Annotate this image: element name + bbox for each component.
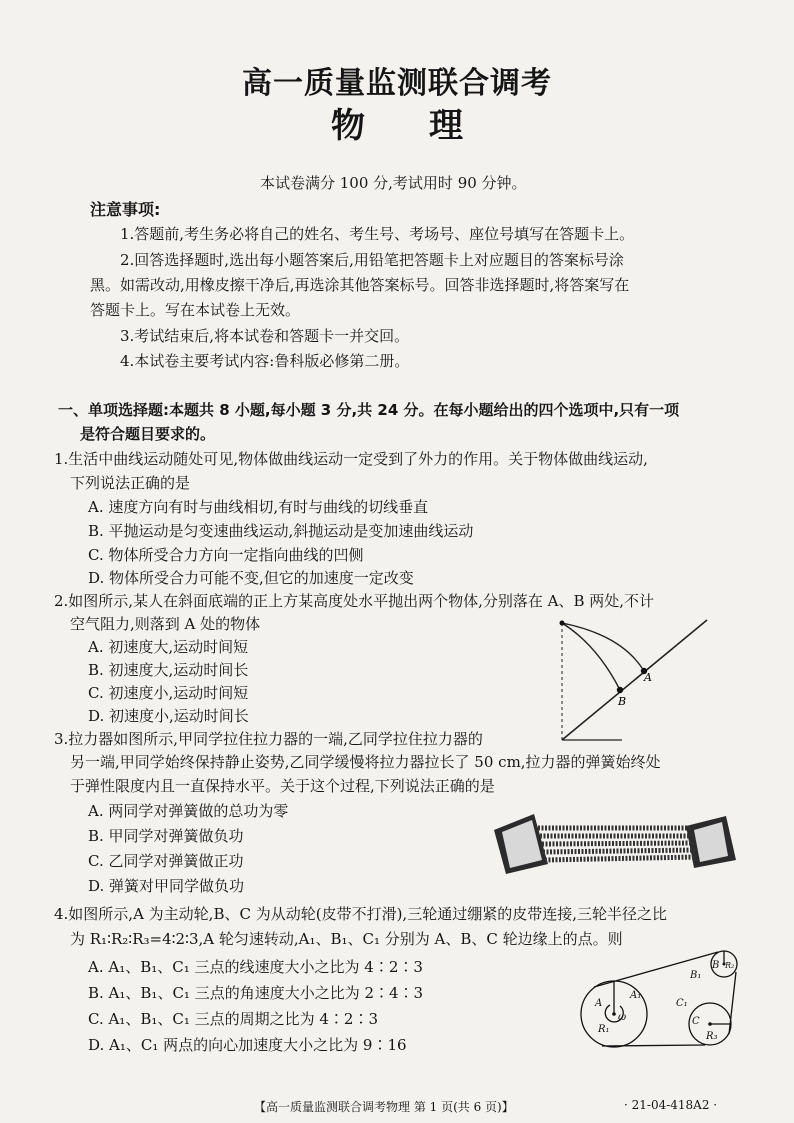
- q1-option-d: D. 物体所受合力可能不变,但它的加速度一定改变: [88, 569, 414, 587]
- q2-trajectory-b: [562, 623, 620, 690]
- q2-point-b: [617, 687, 623, 693]
- q3-option-d: D. 弹簧对甲同学做负功: [88, 877, 245, 895]
- center-a: [612, 1012, 616, 1016]
- q2-option-b: B. 初速度大,运动时间长: [88, 661, 249, 679]
- q2-option-a: A. 初速度大,运动时间短: [88, 638, 249, 656]
- label-r2: R₂: [725, 961, 735, 970]
- label-b1: B₁: [690, 970, 702, 981]
- q4-option-d: D. A₁、C₁ 两点的向心加速度大小之比为 9∶16: [88, 1036, 407, 1054]
- center-c: [708, 1022, 712, 1026]
- subject-char-1: 物: [331, 106, 365, 146]
- q3-stem-1: 3.拉力器如图所示,甲同学拉住拉力器的一端,乙同学拉住拉力器的: [54, 730, 483, 748]
- label-b: B: [712, 960, 720, 971]
- notice-heading: 注意事项:: [90, 200, 161, 219]
- q1-option-b: B. 平抛运动是匀变速曲线运动,斜抛运动是变加速曲线运动: [88, 522, 474, 540]
- q4-stem-2: 为 R₁∶R₂∶R₃=4∶2∶3,A 轮匀速转动,A₁、B₁、C₁ 分别为 A、B、C 轮边缘上的点。则: [70, 930, 623, 948]
- q3-expander-figure: [490, 808, 740, 880]
- label-c1: C₁: [676, 998, 688, 1009]
- q2-incline-line: [562, 620, 707, 740]
- q2-launch-point: [560, 621, 565, 626]
- expander-springs: [538, 828, 696, 860]
- exam-title: 高一质量监测联合调考: [242, 66, 552, 101]
- section-1-heading: 一、单项选择题:本题共 8 小题,每小题 3 分,共 24 分。在每小题给出的四个选项中,只有一项: [58, 401, 680, 419]
- q4-stem-1: 4.如图所示,A 为主动轮,B、C 为从动轮(皮带不打滑),三轮通过绷紧的皮带连接,三轮半径之比: [54, 905, 667, 923]
- footer-code: · 21-04-418A2 ·: [624, 1098, 718, 1112]
- notice-line-4: 答题卡上。写在本试卷上无效。: [90, 301, 301, 319]
- q4-option-a: A. A₁、B₁、C₁ 三点的线速度大小之比为 4∶2∶3: [88, 958, 423, 976]
- notice-line-2: 2.回答选择题时,选出每小题答案后,用铅笔把答题卡上对应题目的答案标号涂: [120, 251, 624, 269]
- q2-option-c: C. 初速度小,运动时间短: [88, 684, 249, 702]
- label-r1: R₁: [598, 1024, 610, 1035]
- q2-option-d: D. 初速度小,运动时间长: [88, 707, 249, 725]
- q4-pulley-figure: [572, 944, 752, 1056]
- q2-stem-1: 2.如图所示,某人在斜面底端的正上方某高度处水平抛出两个物体,分别落在 A、B 两处,不计: [54, 592, 655, 610]
- belt-bottom: [602, 1045, 705, 1046]
- q3-option-c: C. 乙同学对弹簧做正功: [88, 852, 244, 870]
- label-c: C: [692, 1016, 700, 1027]
- subject-char-2: 理: [429, 106, 463, 146]
- notice-line-5: 3.考试结束后,将本试卷和答题卡一并交回。: [120, 327, 410, 345]
- q2-stem-2: 空气阻力,则落到 A 处的物体: [70, 615, 261, 633]
- q2-incline-figure: [552, 615, 712, 745]
- q3-option-a: A. 两同学对弹簧做的总功为零: [88, 802, 289, 820]
- q2-trajectory-a: [562, 623, 644, 671]
- q3-stem-3: 于弹性限度内且一直保持水平。关于这个过程,下列说法正确的是: [70, 777, 495, 795]
- subject-title: [0, 98, 794, 147]
- q4-option-b: B. A₁、B₁、C₁ 三点的角速度大小之比为 2∶4∶3: [88, 984, 424, 1002]
- belt-right: [729, 972, 736, 1034]
- q3-stem-2: 另一端,甲同学始终保持静止姿势,乙同学缓慢将拉力器拉长了 50 cm,拉力器的弹簧始终处: [70, 753, 661, 771]
- notice-line-6: 4.本试卷主要考试内容:鲁科版必修第二册。: [120, 352, 410, 370]
- notice-line-3: 黑。如需改动,用橡皮擦干净后,再选涂其他答案标号。回答非选择题时,将答案写在: [90, 276, 630, 294]
- notice-line-1: 1.答题前,考生务必将自己的姓名、考生号、考场号、座位号填写在答题卡上。: [120, 225, 635, 243]
- label-r3: R₃: [706, 1031, 718, 1042]
- q3-option-b: B. 甲同学对弹簧做负功: [88, 827, 244, 845]
- q1-stem-1: 1.生活中曲线运动随处可见,物体做曲线运动一定受到了外力的作用。关于物体做曲线运动,: [54, 450, 648, 468]
- exam-info: 本试卷满分 100 分,考试用时 90 分钟。: [260, 174, 527, 192]
- label-omega: ω: [618, 1012, 627, 1023]
- q1-option-a: A. 速度方向有时与曲线相切,有时与曲线的切线垂直: [88, 498, 429, 516]
- q1-option-c: C. 物体所受合力方向一定指向曲线的凹侧: [88, 546, 364, 564]
- q1-stem-2: 下列说法正确的是: [70, 474, 191, 492]
- q2-label-a: A: [644, 671, 652, 684]
- section-1-heading-cont: 是符合题目要求的。: [80, 425, 216, 443]
- label-a: A: [595, 998, 603, 1009]
- footer-page-info: 【高一质量监测联合调考物理 第 1 页(共 6 页)】: [254, 1100, 514, 1114]
- q2-label-b: B: [618, 695, 627, 708]
- q4-option-c: C. A₁、B₁、C₁ 三点的周期之比为 4∶2∶3: [88, 1010, 379, 1028]
- label-a1: A₁: [630, 990, 642, 1001]
